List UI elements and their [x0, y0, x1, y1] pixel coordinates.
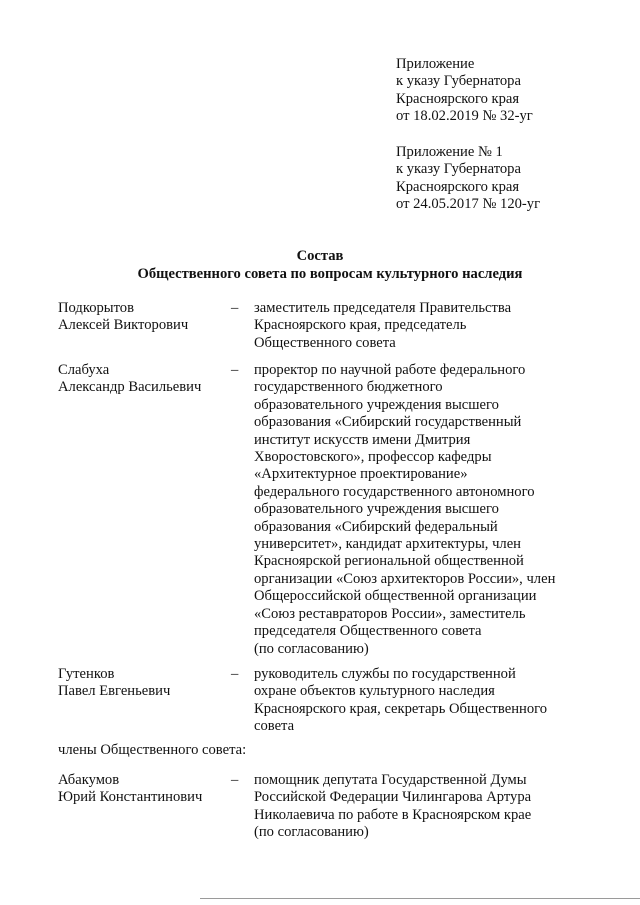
separator-dash: – — [231, 362, 239, 378]
description-line: «Союз реставраторов России», заместитель — [254, 605, 526, 622]
description-line: Общероссийской общественной организации — [254, 588, 537, 605]
description-line: Хворостовского», профессор кафедры — [254, 449, 492, 466]
description-line: Николаевича по работе в Красноярском крае — [254, 806, 532, 823]
description-line: государственного бюджетного — [254, 379, 443, 396]
member-description — [254, 666, 584, 736]
description-line: помощник депутата Государственной Думы — [254, 772, 527, 788]
description-line: (по согласованию) — [254, 640, 369, 657]
member-name: Подкорытов Алексей Викторович — [58, 300, 189, 334]
member-name: Слабуха Александр Васильевич — [58, 362, 202, 396]
separator-dash: – — [231, 772, 239, 788]
description-line: образования «Сибирский государственный — [254, 414, 522, 431]
member-description — [254, 362, 584, 658]
description-line: Красноярской региональной общественной — [254, 553, 524, 570]
description-line: Общественного совета — [254, 334, 396, 351]
member-description — [254, 300, 584, 352]
description-line: руководитель службы по государственной — [254, 666, 516, 682]
appendix-1-header: Приложение № 1 к указу Губернатора Красноярского края от 24.05.2017 № 120-уг — [396, 144, 541, 213]
description-line: председателя Общественного совета — [254, 623, 482, 640]
page-edge-divider — [200, 898, 640, 899]
description-line: Красноярского края, председатель — [254, 317, 467, 334]
description-line: заместитель председателя Правительства — [254, 300, 512, 316]
members-section-label: члены Общественного совета: — [58, 742, 247, 758]
separator-dash: – — [231, 666, 239, 682]
description-line: совета — [254, 718, 295, 735]
description-line: образовательного учреждения высшего — [254, 501, 499, 518]
description-line: университет», кандидат архитектуры, член — [254, 536, 521, 553]
description-line: федерального государственного автономного — [254, 483, 535, 500]
description-line: образовательного учреждения высшего — [254, 396, 499, 413]
appendix-header: Приложение к указу Губернатора Красноярского края от 18.02.2019 № 32-уг — [396, 56, 533, 125]
description-line: охране объектов культурного наследия — [254, 683, 495, 700]
description-line: образования «Сибирский федеральный — [254, 518, 498, 535]
description-line: институт искусств имени Дмитрия — [254, 431, 471, 448]
description-line: (по согласованию) — [254, 824, 369, 841]
member-name: Гутенков Павел Евгеньевич — [58, 666, 171, 700]
description-line: Российской Федерации Чилингарова Артура — [254, 789, 532, 806]
description-line: «Архитектурное проектирование» — [254, 466, 468, 483]
description-line: Красноярского края, секретарь Общественного — [254, 700, 548, 717]
document-title: Состав — [296, 248, 344, 264]
document-subtitle: Общественного совета по вопросам культурного наследия — [137, 266, 523, 282]
description-line: организации «Союз архитекторов России», член — [254, 570, 556, 587]
member-name: Абакумов Юрий Константинович — [58, 772, 203, 806]
member-description — [254, 772, 584, 842]
separator-dash: – — [231, 300, 239, 316]
description-line: проректор по научной работе федерального — [254, 362, 526, 378]
